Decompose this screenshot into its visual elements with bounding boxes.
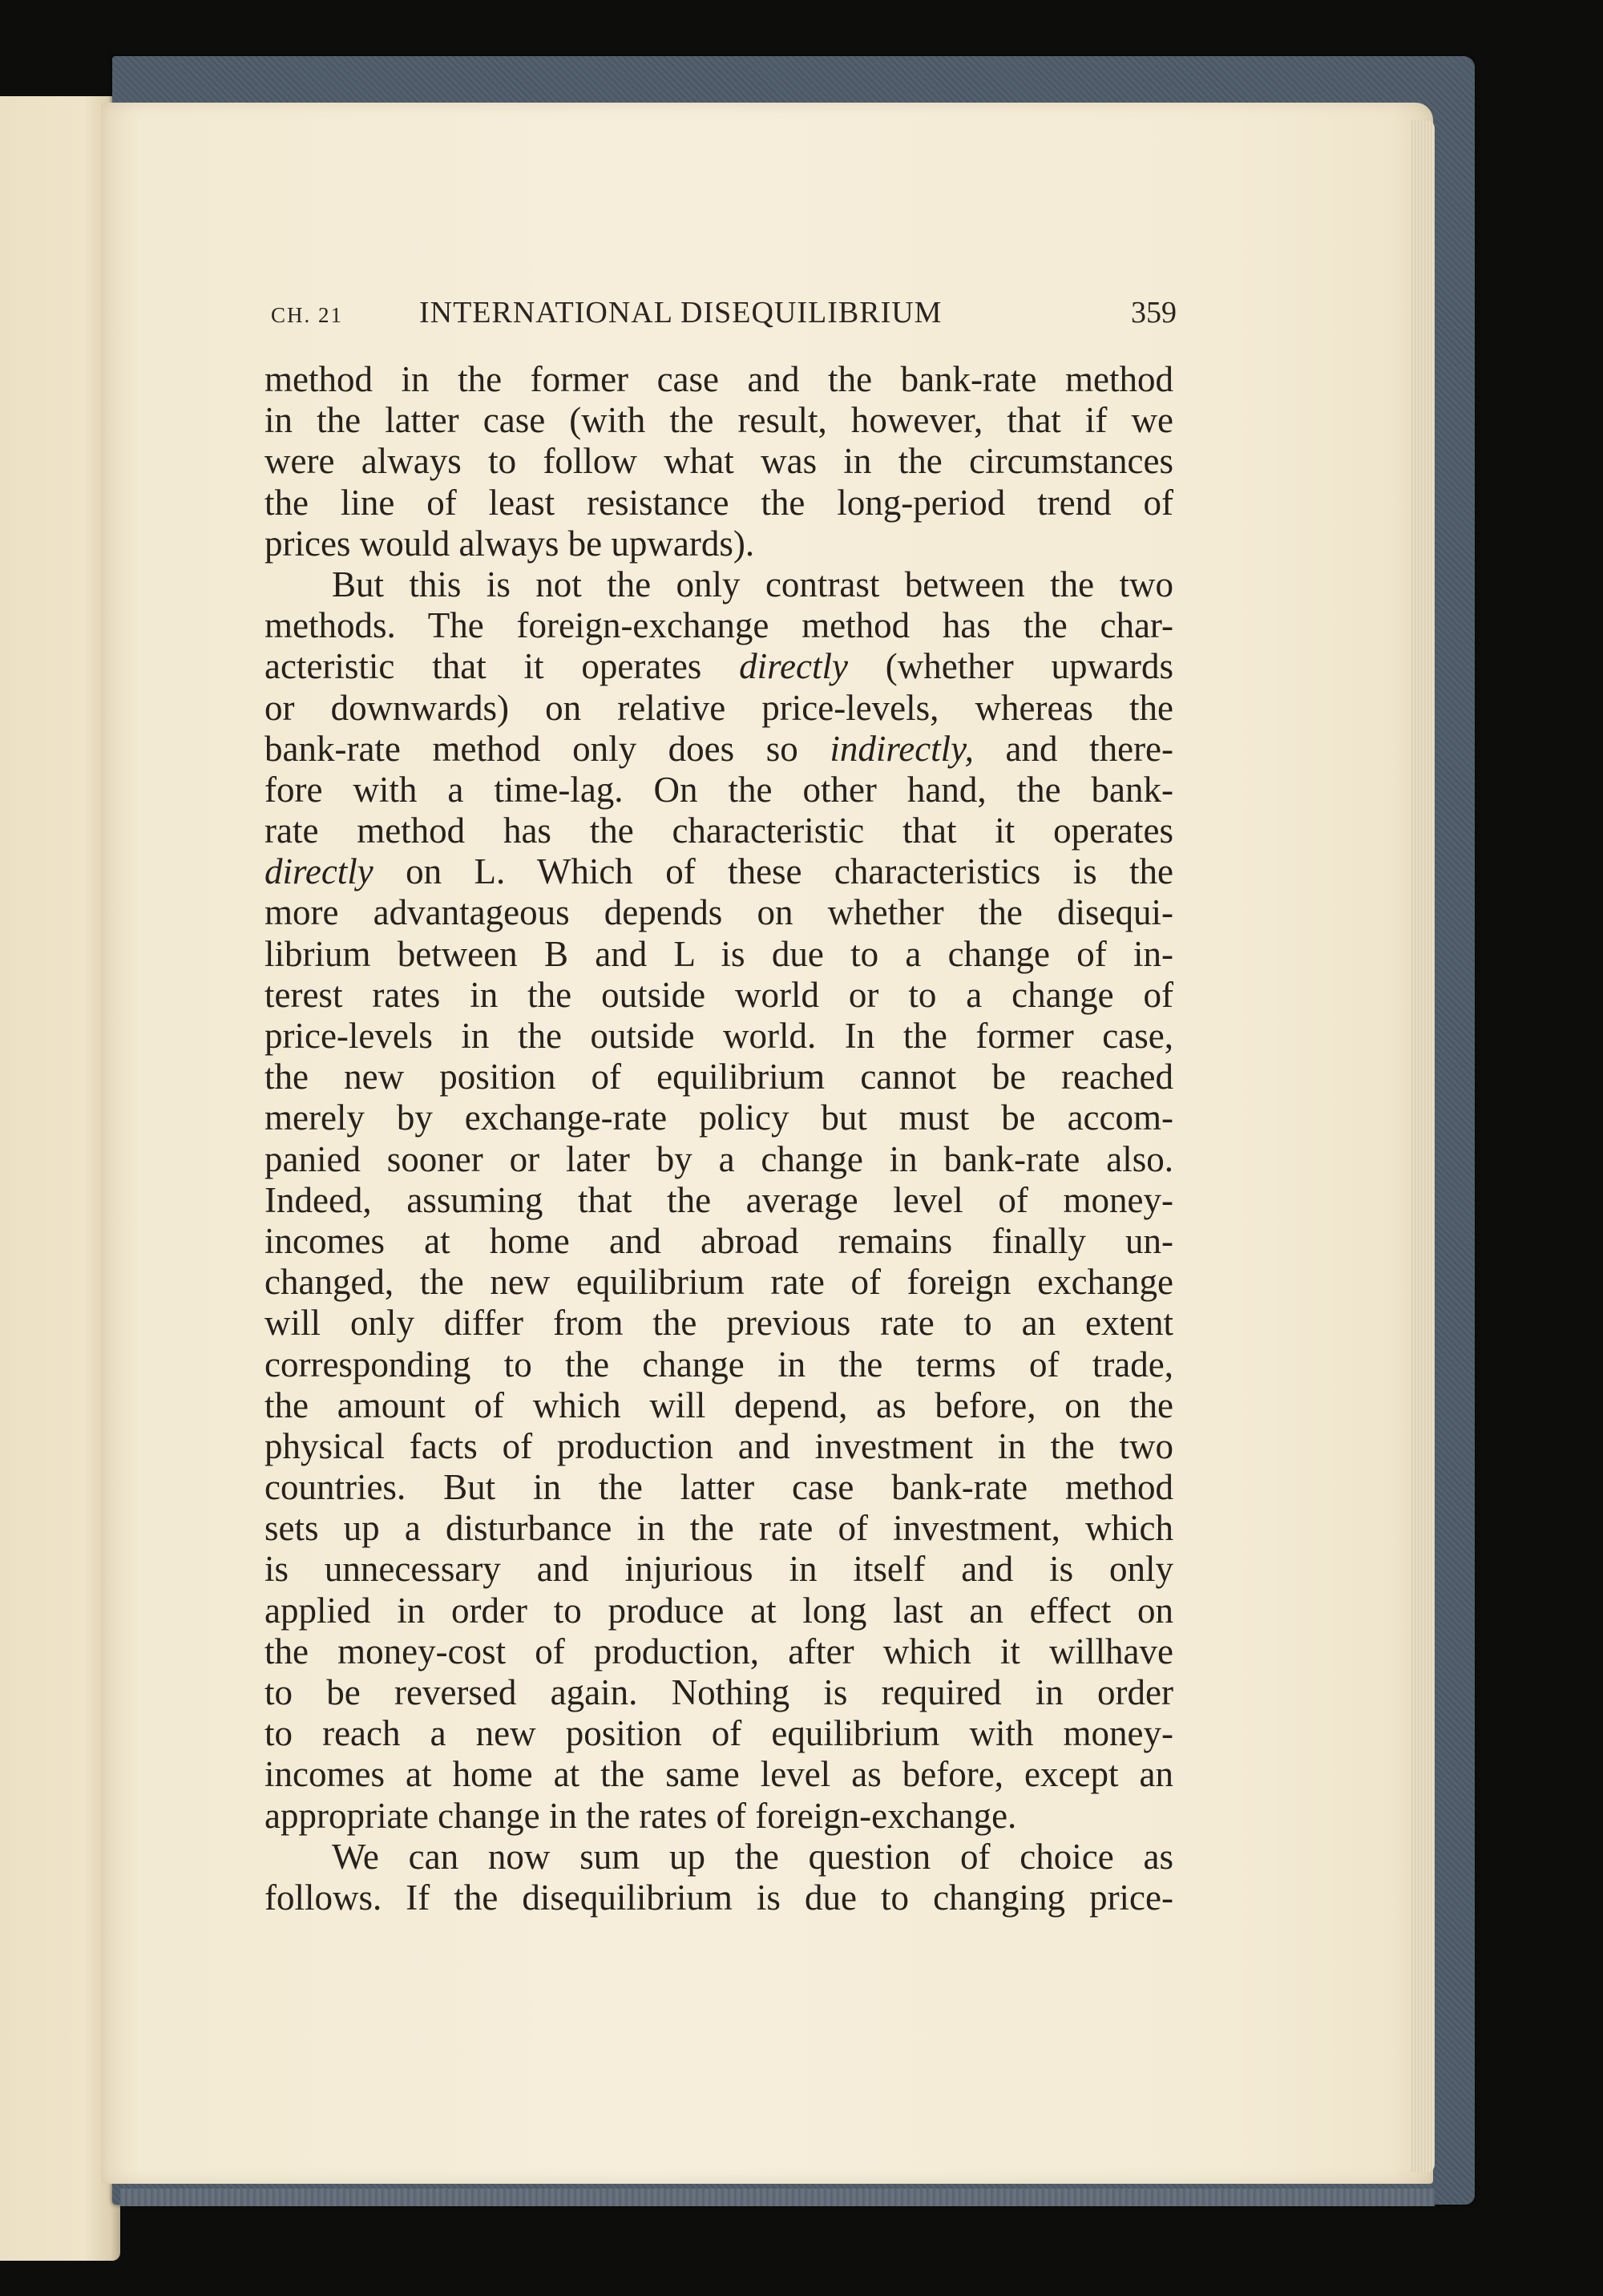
text-line: will only differ from the previous rate to an extent [264,1303,1173,1344]
text-line: rate method has the characteristic that it operates [264,810,1173,851]
chapter-label: CH. 21 [271,303,344,327]
text-line: more advantageous depends on whether the disequi- [264,892,1173,933]
text-line: prices would always be upwards). [264,523,755,564]
running-title: INTERNATIONAL DISEQUILIBRIUM [419,296,943,329]
text-line: were always to follow what was in the circumstances [264,441,1173,482]
text-line: Indeed, assuming that the average level of money- [264,1179,1173,1220]
text-line: librium between B and L is due to a change of in- [264,933,1173,974]
text-line: terest rates in the outside world or to a change of [264,974,1173,1015]
text-line [264,646,1173,687]
running-header [271,295,1177,340]
text-line: appropriate change in the rates of foreign-exchange. [264,1795,1017,1836]
body-text [264,359,1173,1918]
text-line: merely by exchange-rate policy but must be accom- [264,1097,1173,1138]
text-line: fore with a time-lag. On the other hand, the bank- [264,769,1173,810]
text-line: the new position of equilibrium cannot be reached [264,1057,1173,1097]
text-line: incomes at home and abroad remains finally un- [264,1220,1173,1261]
text-line: is unnecessary and injurious in itself and is only [264,1549,1173,1590]
text-line: sets up a disturbance in the rate of investment, which [264,1508,1173,1549]
italic-emphasis: indirectly, [830,728,974,769]
text-line [264,851,1173,892]
text-line: corresponding to the change in the terms of trade, [264,1344,1173,1384]
italic-emphasis: directly [739,646,848,687]
text-line: the line of least resistance the long-period trend of [264,482,1173,523]
text-segment: acteristic that it operates [264,646,702,687]
text-line: incomes at home at the same level as before, except an [264,1754,1173,1795]
text-line: countries. But in the latter case bank-rate method [264,1467,1173,1508]
text-line: the amount of which will depend, as before, on the [264,1384,1173,1425]
text-line: or downwards) on relative price-levels, whereas the [264,687,1173,728]
text-line: to be reversed again. Nothing is required in order [264,1672,1173,1712]
text-line: physical facts of production and investment in the two [264,1425,1173,1466]
page-block-edges [1411,120,1435,2173]
text-line: the money-cost of production, after which it willhave [264,1631,1173,1671]
text-line: in the latter case (with the result, however, that if we [264,400,1173,441]
page-number: 359 [1131,296,1177,329]
text-line: method in the former case and the bank-rate method [264,359,1173,399]
text-line [264,729,1173,770]
text-segment: on L. Which of these characteristics is the [406,851,1174,892]
text-line: panied sooner or later by a change in bank-rate also. [264,1138,1173,1179]
text-line: We can now sum up the question of choice as [332,1836,1173,1877]
text-line: changed, the new equilibrium rate of foreign exchange [264,1262,1173,1303]
text-line: follows. If the disequilibrium is due to changing price- [264,1877,1173,1918]
text-line: price-levels in the outside world. In the former case, [264,1016,1173,1056]
text-line: to reach a new position of equilibrium with money- [264,1713,1173,1754]
text-line: But this is not the only contrast between the two [332,564,1173,604]
text-segment: and there- [1005,728,1174,769]
italic-emphasis: directly [264,851,373,892]
text-line: applied in order to produce at long last an effect on [264,1590,1173,1631]
text-line: methods. The foreign-exchange method has the char- [264,605,1173,646]
text-segment: (whether upwards [885,646,1174,687]
cover-bottom-edge [120,2189,1435,2206]
text-segment: bank-rate method only does so [264,728,798,769]
